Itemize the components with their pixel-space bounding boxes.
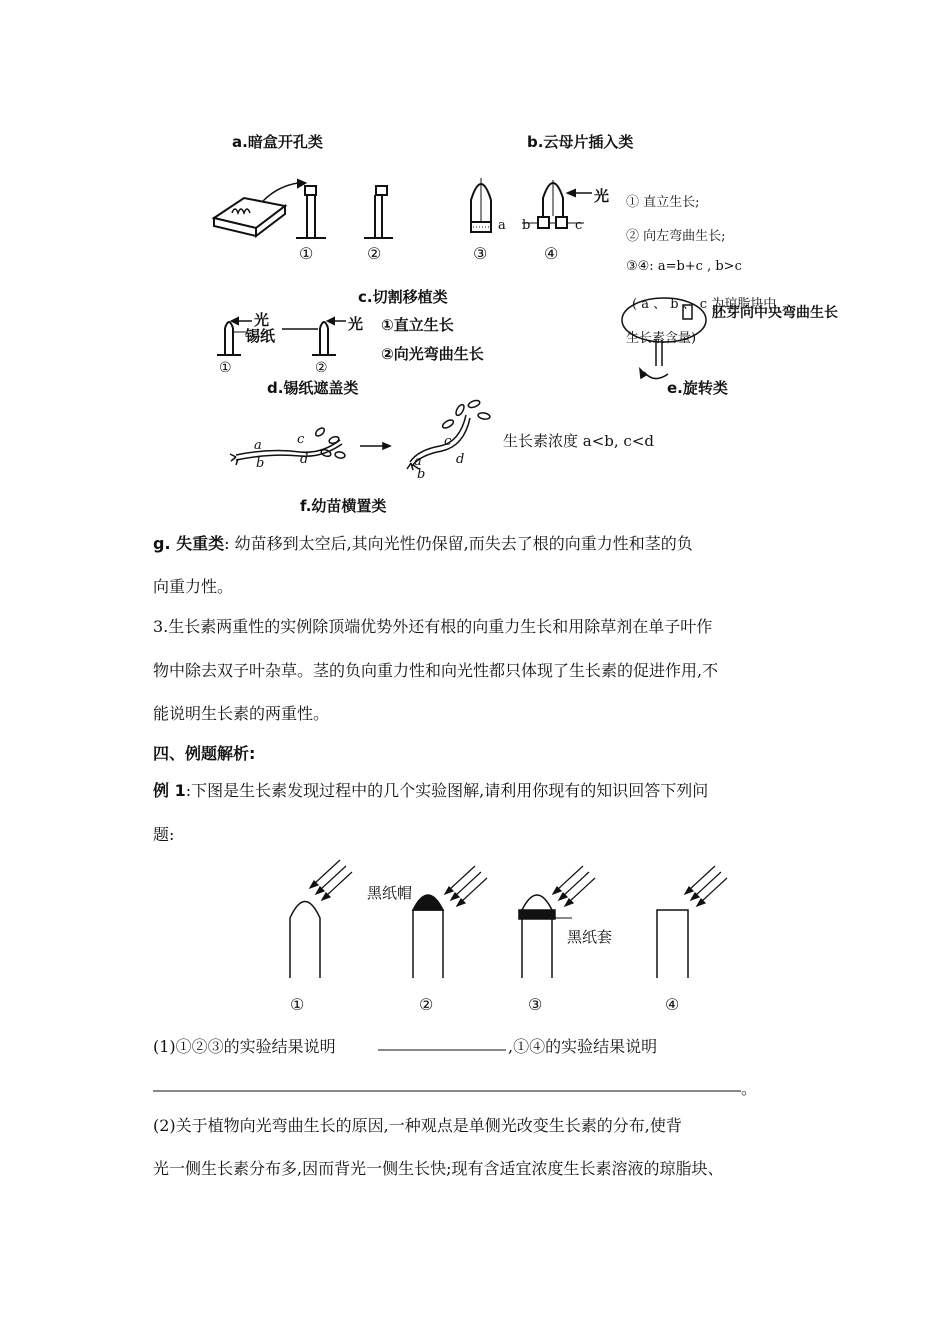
coleoptile-3 bbox=[471, 178, 491, 232]
caption-c: c.切割移植类 bbox=[358, 288, 448, 306]
label-light-b: 光 bbox=[594, 187, 610, 205]
label-black-sleeve: 黑纸套 bbox=[567, 928, 613, 946]
figure1-num-2: ② bbox=[367, 244, 382, 263]
light-arrows-2 bbox=[445, 866, 487, 906]
label-black-cap: 黑纸帽 bbox=[367, 884, 413, 902]
f-note: 生长素浓度 a<b, c<d bbox=[503, 432, 654, 450]
q1-part-b: ,①④的实验结果说明 bbox=[508, 1037, 658, 1056]
figure2-num-4: ④ bbox=[665, 995, 680, 1014]
f-label-a: a bbox=[254, 438, 262, 453]
c-num-1: ① bbox=[219, 360, 232, 376]
example1-text1: :下图是生长素发现过程中的几个实验图解,请利用你现有的知识回答下列问 bbox=[185, 781, 709, 800]
b-note-3: ③④: a=b+c , b>c bbox=[626, 259, 742, 274]
seedling-1 bbox=[296, 186, 326, 238]
b-note-2: ② 向左弯曲生长; bbox=[626, 229, 726, 244]
seedling-capped bbox=[413, 895, 443, 978]
q1-part-a: (1)①②③的实验结果说明 bbox=[153, 1037, 336, 1056]
b-note-1: ① 直立生长; bbox=[626, 195, 700, 210]
c-result-1: ①直立生长 bbox=[381, 316, 454, 334]
q1-end: 。 bbox=[741, 1079, 758, 1098]
figure2-num-2: ② bbox=[419, 995, 434, 1014]
section-3-line1: 3.生长素两重性的实例除顶端优势外还有根的向重力生长和用除草剂在单子叶作 bbox=[153, 617, 713, 636]
light-arrows-4 bbox=[685, 866, 727, 906]
section-3-line2: 物中除去双子叶杂草。茎的负向重力性和向光性都只体现了生长素的促进作用,不 bbox=[153, 661, 719, 680]
figure1-num-1: ① bbox=[299, 244, 314, 263]
c-result-2: ②向光弯曲生长 bbox=[381, 345, 484, 363]
example1-line1 bbox=[153, 780, 813, 802]
example1-label: 例 1 bbox=[153, 781, 186, 800]
dark-box-drawing bbox=[214, 180, 305, 236]
label-foil: 锡纸 bbox=[245, 327, 276, 345]
seedling-decapitated bbox=[657, 910, 688, 978]
figure1-num-3: ③ bbox=[473, 244, 488, 263]
q2-line1: (2)关于植物向光弯曲生长的原因,一种观点是单侧光改变生长素的分布,使背 bbox=[153, 1116, 682, 1135]
light-arrows-1 bbox=[310, 860, 352, 900]
transplant-seedling-2 bbox=[312, 318, 346, 355]
e-note: 胚芽向中央弯曲生长 bbox=[712, 305, 838, 321]
f-label-d2: d bbox=[456, 452, 465, 467]
caption-e: e.旋转类 bbox=[667, 379, 728, 397]
section-g-text1: 幼苗移到太空后,其向光性仍保留,而失去了根的向重力性和茎的负 bbox=[234, 534, 693, 553]
section-g-line1 bbox=[153, 533, 813, 555]
label-a: a bbox=[498, 218, 506, 233]
example1-line2: 题: bbox=[153, 825, 175, 844]
light-arrows-3 bbox=[553, 866, 595, 906]
section-4-title: 四、例题解析: bbox=[153, 744, 256, 763]
section-g-label: g. 失重类 bbox=[153, 534, 225, 553]
b-note-4: ( a 、 b 、 c 为琼脂块中 bbox=[632, 297, 777, 312]
f-label-c: c bbox=[297, 432, 305, 447]
figure2-num-3: ③ bbox=[528, 995, 543, 1014]
q2-line2: 光一侧生长素分布多,因而背光一侧生长快;现有含适宜浓度生长素溶液的琼脂块、 bbox=[153, 1159, 724, 1178]
label-light-c2: 光 bbox=[348, 315, 364, 333]
figure1-num-4: ④ bbox=[544, 244, 559, 263]
seedling-open bbox=[290, 902, 320, 979]
section-3-line3: 能说明生长素的两重性。 bbox=[153, 704, 330, 723]
caption-b: b.云母片插入类 bbox=[527, 133, 634, 151]
f-label-b: b bbox=[256, 456, 265, 471]
section-g-line2: 向重力性。 bbox=[153, 577, 234, 596]
caption-d: d.锡纸遮盖类 bbox=[267, 379, 359, 397]
f-label-c2: c bbox=[444, 434, 452, 449]
section-g-colon: : bbox=[224, 534, 230, 553]
label-light-c1: 光 bbox=[254, 311, 270, 329]
caption-a: a.暗盒开孔类 bbox=[232, 133, 323, 151]
label-c: c bbox=[575, 218, 583, 233]
f-label-d: d bbox=[300, 452, 309, 467]
caption-f: f.幼苗横置类 bbox=[300, 497, 387, 515]
f-label-b2: b bbox=[417, 467, 426, 482]
arrow-right bbox=[360, 443, 390, 449]
figure2-num-1: ① bbox=[290, 995, 305, 1014]
c-num-2: ② bbox=[315, 360, 328, 376]
f-label-a2: a bbox=[414, 454, 422, 469]
seedling-sleeved bbox=[519, 895, 572, 978]
label-b: b bbox=[522, 218, 531, 233]
b-note-5: 生长素含量) bbox=[626, 331, 697, 346]
seedling-2 bbox=[364, 186, 393, 238]
horizontal-seedling-1 bbox=[230, 426, 345, 465]
